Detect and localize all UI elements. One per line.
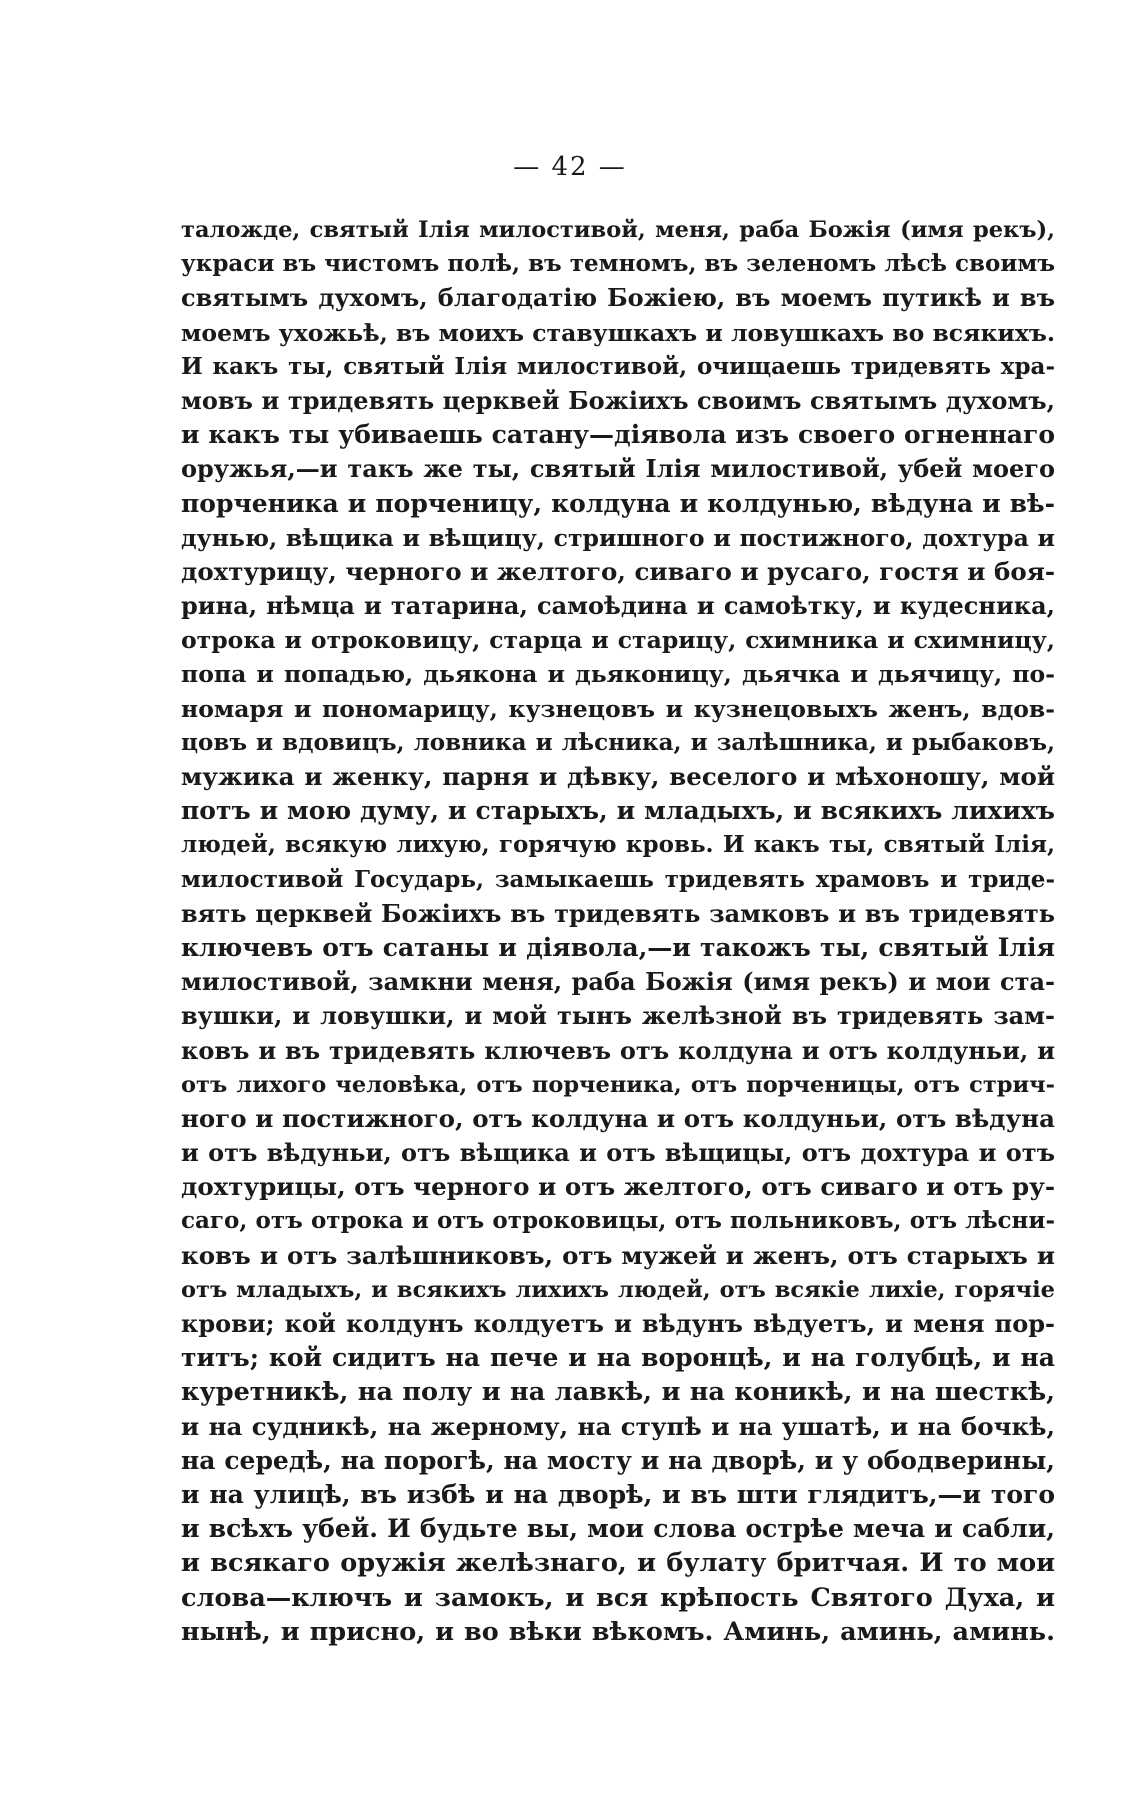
text-line: ковъ и въ тридевять ключевъ отъ колдуна и отъ колдуньи, и	[181, 1035, 1055, 1065]
text-line: ключевъ отъ сатаны и діявола,—и такожъ ты, святый Ілія	[181, 932, 1055, 962]
text-line: потъ и мою думу, и старыхъ, и младыхъ, и всякихъ лихихъ	[181, 796, 1055, 826]
text-line: и отъ вѣдуньи, отъ вѣщика и отъ вѣщицы, отъ дохтура и отъ	[181, 1138, 1055, 1168]
text-line: слова—ключъ и замокъ, и вся крѣпость Святого Духа, и	[181, 1582, 1055, 1613]
text-line: и какъ ты убиваешь сатану—діявола изъ своего огненнаго	[181, 420, 1055, 450]
text-line: святымъ духомъ, благодатію Божіею, въ моемъ путикѣ и въ	[181, 283, 1055, 313]
text-line: отъ младыхъ, и всякихъ лихихъ людей, отъ всякіе лихіе, горячіе	[181, 1276, 1055, 1303]
text-line: милостивой Государь, замыкаешь тридевять храмовъ и триде-	[181, 865, 1055, 893]
text-line: отрока и отроковицу, старца и старицу, схимника и схимницу,	[181, 626, 1055, 655]
text-line: рина, нѣмца и татарина, самоѣдина и самоѣтку, и кудесника,	[181, 591, 1055, 621]
text-line: мовъ и тридевять церквей Божіихъ своимъ святымъ духомъ,	[181, 385, 1055, 415]
page-number: — 42 —	[513, 152, 627, 182]
text-line: вушки, и ловушки, и мой тынъ желѣзной въ тридевять зам-	[181, 1001, 1055, 1031]
text-line: дохтурицы, отъ черного и отъ желтого, отъ сиваго и отъ ру-	[181, 1172, 1055, 1202]
text-line: мужика и женку, парня и дѣвку, веселого и мѣхоношу, мой	[181, 762, 1055, 791]
text-line: нынѣ, и присно, и во вѣки вѣкомъ. Аминь, аминь, аминь.	[181, 1616, 1055, 1647]
text-line: цовъ и вдовицъ, ловника и лѣсника, и залѣшника, и рыбаковъ,	[181, 728, 1055, 756]
text-line: саго, отъ отрока и отъ отроковицы, отъ польниковъ, отъ лѣсни-	[181, 1207, 1055, 1235]
text-line: порченика и порченицу, колдуна и колдунью, вѣдуна и вѣ-	[181, 488, 1055, 518]
text-line: куретникѣ, на полу и на лавкѣ, и на коникѣ, и на шесткѣ,	[181, 1377, 1055, 1408]
text-line: и всякаго оружія желѣзнаго, и булату бритчая. И то мои	[181, 1548, 1055, 1579]
text-line: ковъ и отъ залѣшниковъ, отъ мужей и женъ, отъ старыхъ и	[181, 1240, 1055, 1270]
text-line: людей, всякую лихую, горячую кровь. И какъ ты, святый Ілія,	[181, 831, 1055, 859]
text-line: оружья,—и такъ же ты, святый Ілія милостивой, убей моего	[181, 454, 1055, 484]
text-line: милостивой, замкни меня, раба Божія (имя рекъ) и мои ста-	[181, 967, 1055, 997]
text-line: номаря и пономарицу, кузнецовъ и кузнецовыхъ женъ, вдов-	[181, 694, 1055, 723]
text-line: отъ лихого человѣка, отъ порченика, отъ порченицы, отъ стрич-	[181, 1071, 1055, 1098]
text-line: ного и постижного, отъ колдуна и отъ колдуньи, отъ вѣдуна	[181, 1103, 1055, 1133]
text-line: и на судникѣ, на жерному, на ступѣ и на ушатѣ, и на бочкѣ,	[181, 1411, 1055, 1441]
text-line: И какъ ты, святый Ілія милостивой, очищаешь тридевять хра-	[181, 352, 1055, 380]
text-line: вять церквей Божіихъ въ тридевять замковъ и въ тридевять	[181, 898, 1055, 928]
text-line: дохтурицу, черного и желтого, сиваго и русаго, гостя и боя-	[181, 556, 1055, 586]
text-line: на середѣ, на порогѣ, на мосту и на дворѣ, и у ободверины,	[181, 1445, 1055, 1475]
text-line: таложде, святый Ілія милостивой, меня, раба Божія (имя рекъ),	[181, 217, 1055, 243]
text-line: титъ; кой сидитъ на пече и на воронцѣ, и на голубцѣ, и на	[181, 1343, 1055, 1373]
text-line: крови; кой колдунъ колдуетъ и вѣдунъ вѣдуетъ, и меня пор-	[181, 1309, 1055, 1338]
text-line: моемъ ухожьѣ, въ моихъ ставушкахъ и ловушкахъ во всякихъ.	[181, 318, 1056, 347]
text-line: и на улицѣ, въ избѣ и на дворѣ, и въ шти глядитъ,—и того	[181, 1479, 1055, 1509]
text-line: украси въ чистомъ полѣ, въ темномъ, въ зеленомъ лѣсѣ своимъ	[181, 250, 1055, 278]
text-body	[181, 213, 1055, 1649]
text-line: и всѣхъ убей. И будьте вы, мои слова острѣе меча и сабли,	[181, 1514, 1055, 1544]
text-line: попа и попадью, дьякона и дьяконицу, дьячка и дьячицу, по-	[181, 660, 1055, 689]
text-line: дунью, вѣщика и вѣщицу, стришного и постижного, дохтура и	[181, 523, 1055, 552]
